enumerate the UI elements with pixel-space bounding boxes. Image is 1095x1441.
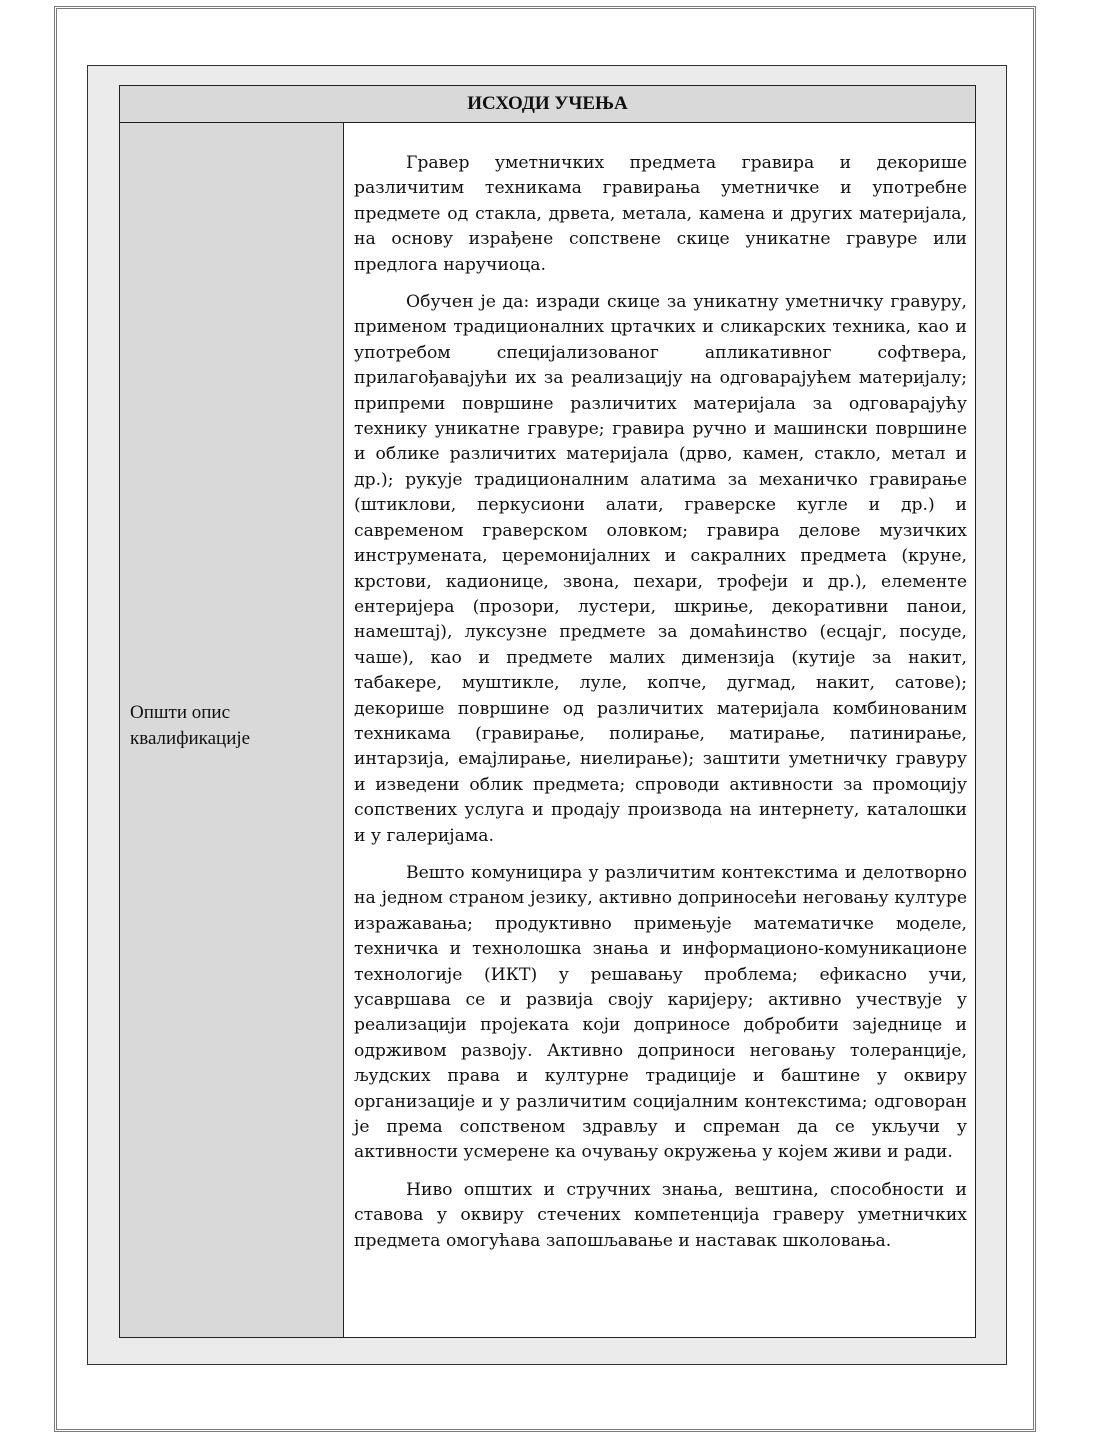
description-cell <box>344 123 975 1337</box>
description-paragraph-4: Ниво општих и стручних знања, вештина, способности и ставова у оквиру стечених компетенција граверу уметничких предмета омогућава запошљавање и наставак школовања. <box>354 1179 967 1251</box>
row-label-cell <box>120 123 344 1337</box>
learning-outcomes-table <box>119 85 976 1338</box>
table-row <box>120 123 975 1337</box>
description-paragraph-2: Обучен је да: изради скице за уникатну уметничку гравуру, применом традиционалних цртачких и сликарских техника, као и употребом специјализованог апликативног софтвера, прилагођавајући их за реализацију на одговарајућем материјалу; припреми површине различитих материјала за одговарајућу технику уникатне гравуре; гравира ручно и машински површине и облике различитих материјала (дрво, камен, стакло, метал и др.); рукује традиционалним алатима за механичко гравирање (штиклови, перкусиони алати, граверске кугле и др.) и савременом граверском оловком; гравира делове музичких инструмената, церемонијалних и сакралних предмета (круне, крстови, кадионице, звона, пехари, трофеји и др.), елементе ентеријера (прозори, лустери, шкриње, декоративни панои, намештај), луксузне предмете за домаћинство (есцајг, посуде, чаше), као и предмете малих димензија (кутије за накит, табакере, муштикле, луле, копче, дугмад, накит, сатове); декорише површине од различитих материјала комбинованим техникама (гравирање, полирање, матирање, патинирање, интарзија, емајлирање, ниелирање); заштити уметничку гравуру и изведени облик предмета; спроводи активности за промоцију сопствених услуга и продају производа на интернету, каталошки и у галеријама. <box>354 292 967 846</box>
description-paragraph-3: Вешто комуницира у различитим контекстима и делотворно на једном страном језику, активно доприносећи неговању културе изражавања; продуктивно примењује математичке моделе, техничка и технолошка знања и информационо-комуникационе технологије (ИКТ) у решавању проблема; ефикасно учи, усавршава се и развија своју каријеру; активно учествује у реализацији пројеката који доприносе добробити заједнице и одрживом развоју. Активно доприноси неговању толеранције, људских права и културне традиције и баштине у оквиру организације и у различитим социјалним контекстима; одговоран је према сопственом здрављу и спреман да се укључи у активности усмерене ка очувању окружења у којем живи и ради. <box>354 862 967 1163</box>
description-paragraph-1: Гравер уметничких предмета гравира и декорише различитим техникама гравирања уметничке и употребне предмете од стакла, дрвета, метала, камена и других материјала, на основу израђене сопствене скице уникатне гравуре или предлога наручиоца. <box>354 153 967 275</box>
table-header: ИСХОДИ УЧЕЊА <box>120 86 975 123</box>
row-label: Општи опис квалификације <box>130 702 251 749</box>
